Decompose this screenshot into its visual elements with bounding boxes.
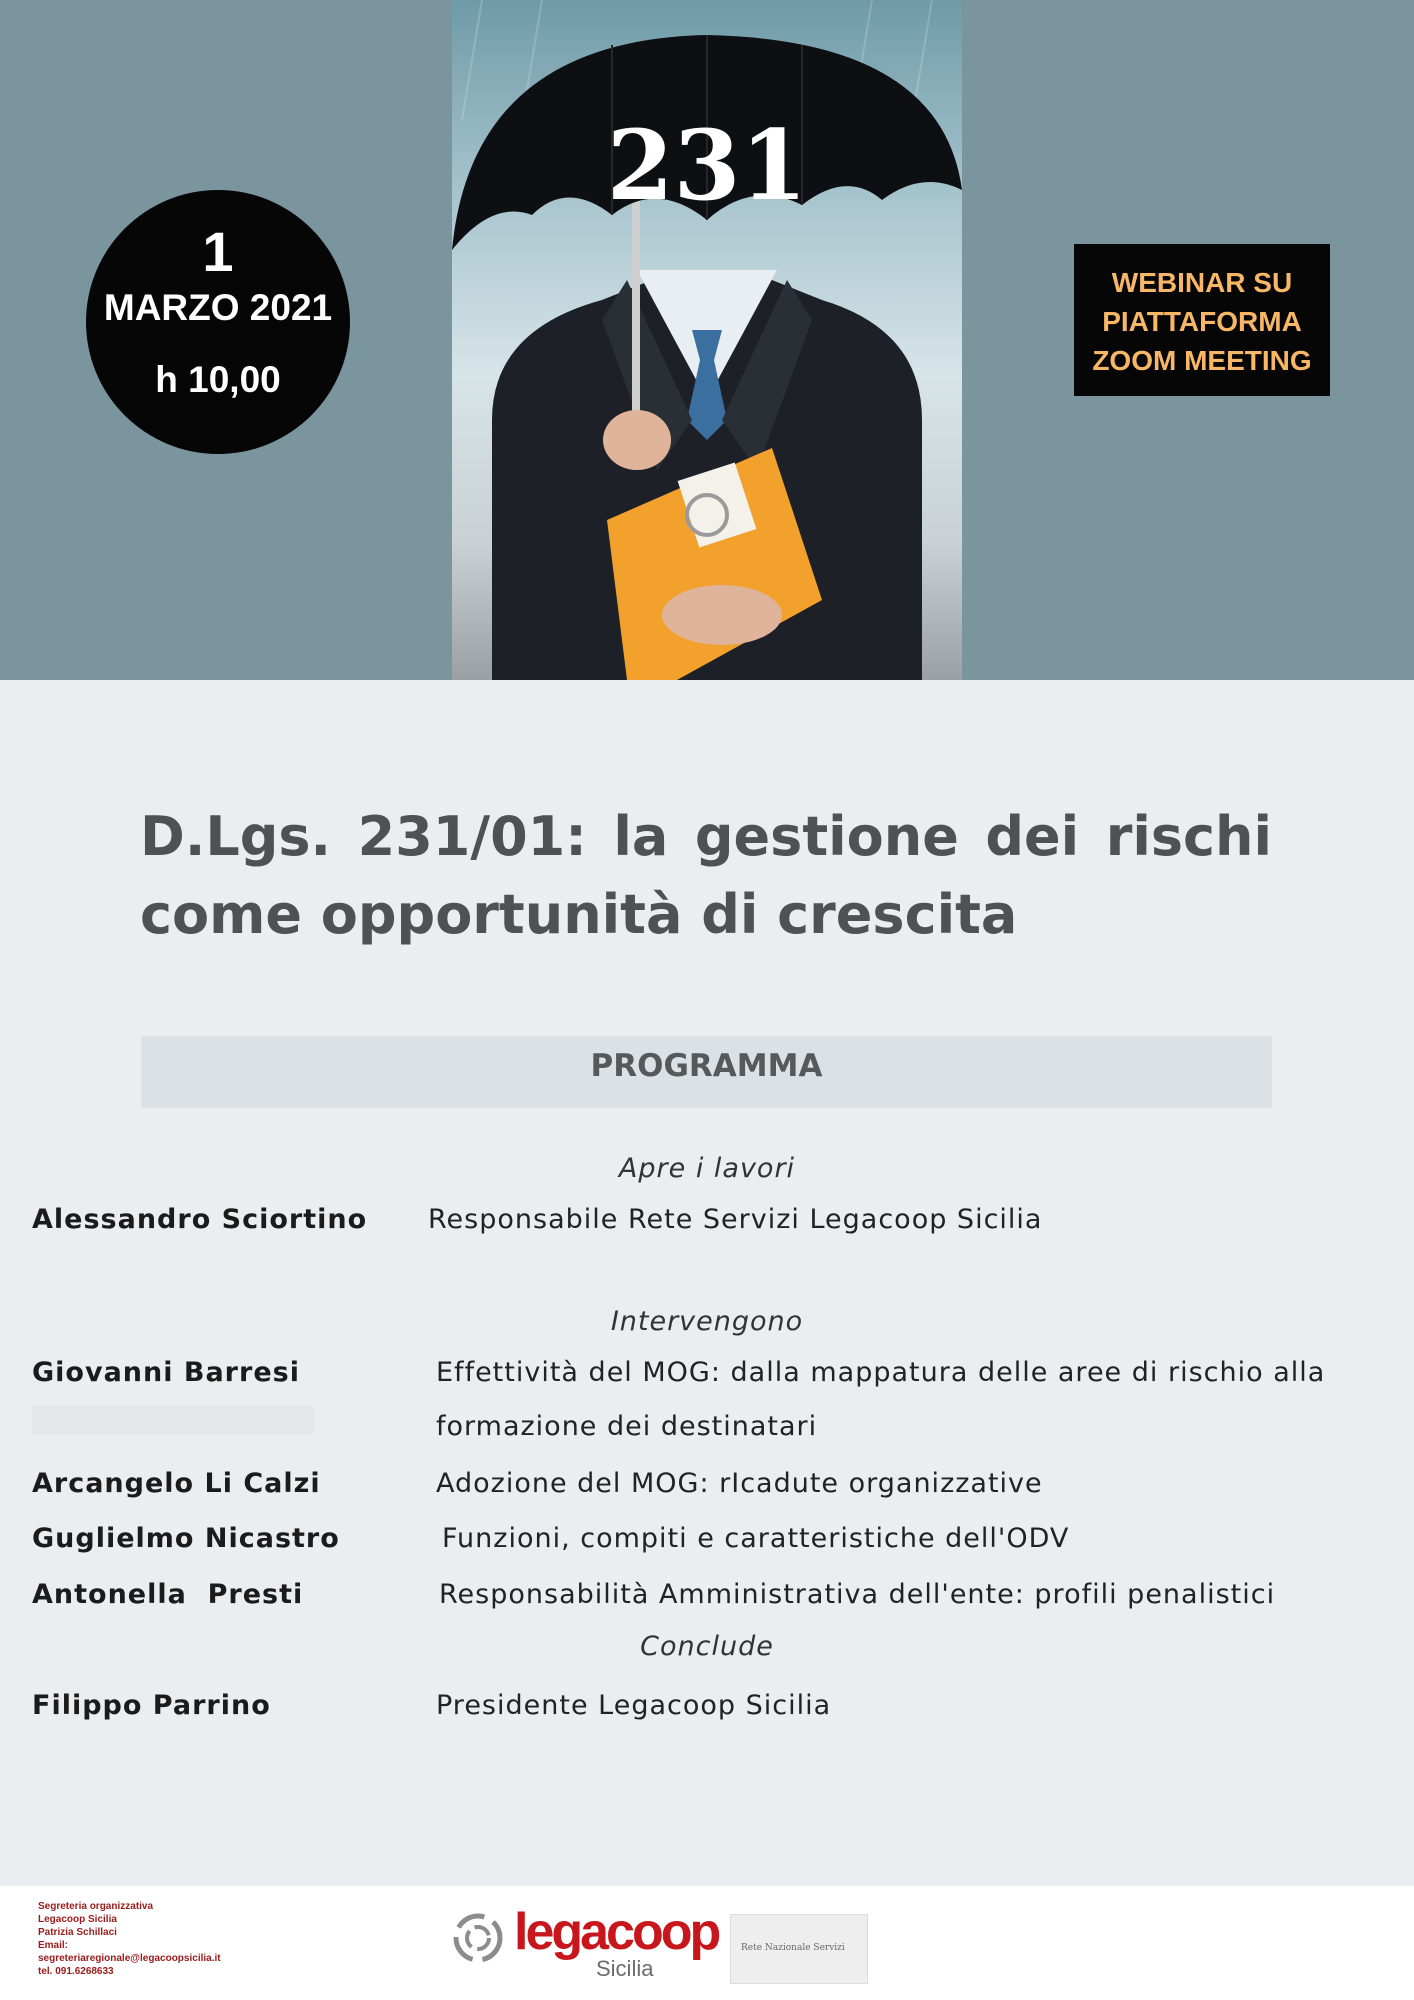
hero-image — [452, 0, 962, 680]
date-time: h 10,00 — [155, 359, 281, 400]
opening-label: Apre i lavori — [618, 1153, 796, 1184]
contact-line: Patrizia Schillaci — [38, 1927, 117, 1938]
contact-phone: tel. 091.6268633 — [38, 1966, 114, 1977]
contact-info — [38, 1900, 338, 1978]
businessman-umbrella-illustration — [452, 0, 962, 680]
speaker-name: Antonella Presti — [32, 1579, 304, 1610]
opening-speaker-role: Responsabile Rete Servizi Legacoop Sicilia — [428, 1204, 1043, 1235]
webinar-line: PIATTAFORMA — [1102, 306, 1302, 337]
closing-speaker-name: Filippo Parrino — [32, 1690, 271, 1721]
contact-email: segreteriaregionale@legacoopsicilia.it — [38, 1953, 221, 1964]
speaker-name: Arcangelo Li Calzi — [32, 1468, 321, 1499]
date-day: 1 — [202, 220, 234, 283]
legacoop-logo-text: legacoop — [514, 1903, 719, 1961]
opening-speaker-name: Alessandro Sciortino — [32, 1204, 368, 1235]
partner-logo-text: Rete Nazionale Servizi — [741, 1943, 845, 1953]
speakers-label: Intervengono — [610, 1306, 804, 1337]
webinar-line: ZOOM MEETING — [1092, 345, 1312, 376]
umbrella-label: 231 — [606, 109, 808, 222]
date-badge — [86, 190, 350, 454]
rete-nazionale-servizi-logo — [730, 1914, 868, 1984]
speaker-topic: Responsabilità Amministrativa dell'ente: profili penalistici — [439, 1579, 1276, 1610]
speaker-topic: Effettività del MOG: dalla mappatura delle aree di rischio alla formazione dei destinatari — [436, 1357, 1326, 1442]
webinar-badge — [1074, 244, 1330, 396]
speaker-name: Guglielmo Nicastro — [32, 1523, 340, 1554]
date-month-year: MARZO 2021 — [103, 287, 333, 328]
contact-line: Email: — [38, 1940, 69, 1951]
event-title: D.Lgs. 231/01: la gestione dei rischi come opportunità di crescita — [140, 805, 1272, 946]
legacoop-region: Sicilia — [596, 1956, 654, 1981]
closing-speaker-role: Presidente Legacoop Sicilia — [436, 1690, 832, 1721]
speaker-topic: Funzioni, compiti e caratteristiche dell'ODV — [442, 1523, 1070, 1554]
webinar-line: WEBINAR SU — [1111, 267, 1293, 298]
divider — [32, 1406, 314, 1434]
contact-line: Legacoop Sicilia — [38, 1914, 117, 1925]
speaker-topic: Adozione del MOG: rIcadute organizzative — [436, 1468, 1043, 1499]
speaker-name: Giovanni Barresi — [32, 1357, 300, 1388]
closing-label: Conclude — [640, 1631, 774, 1662]
program-heading: PROGRAMMA — [141, 1036, 1272, 1108]
contact-line: Segreteria organizzativa — [38, 1901, 154, 1912]
